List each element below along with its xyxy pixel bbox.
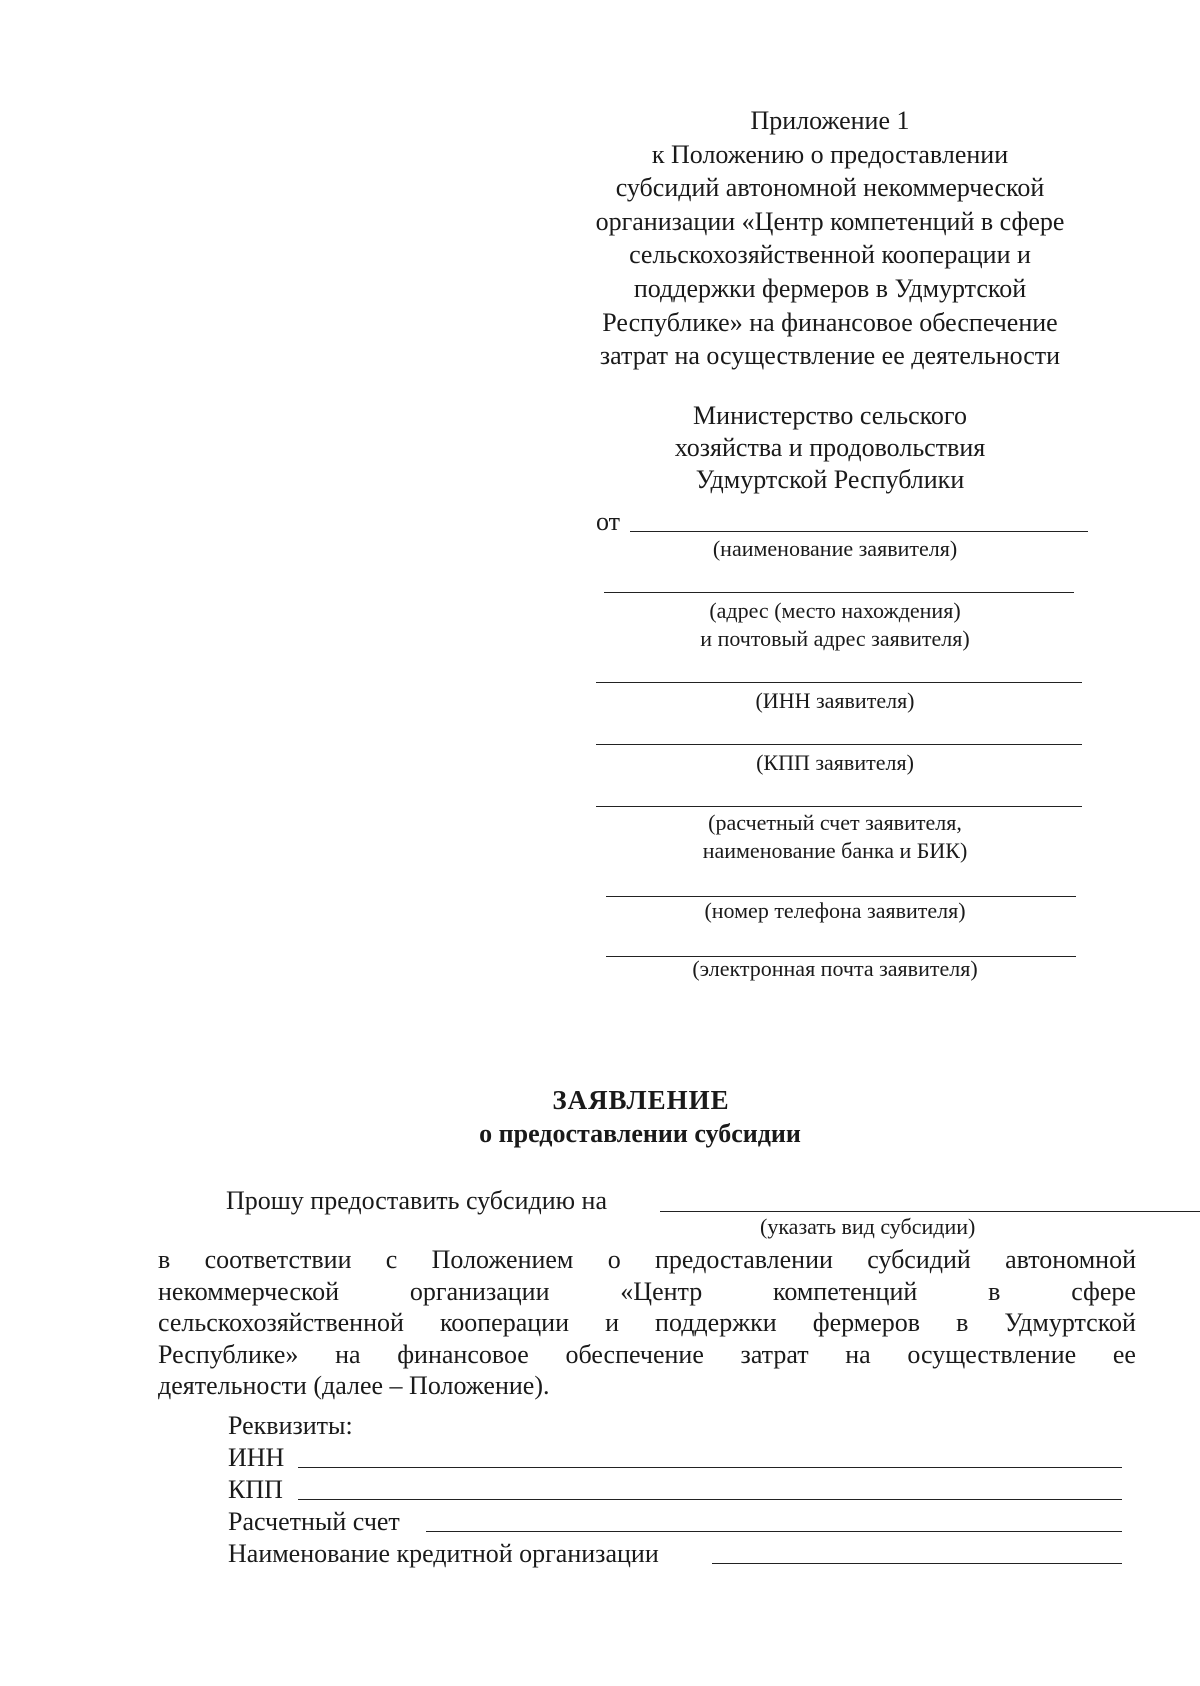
applicant-account-line[interactable] [596, 806, 1082, 807]
word: финансовое [397, 1339, 529, 1369]
addressee-line: Удмуртской Республики [695, 465, 965, 494]
requisite-bank-line[interactable] [712, 1563, 1122, 1564]
word: ее [1112, 1339, 1136, 1369]
requisite-inn-label: ИНН [228, 1443, 285, 1472]
requisite-kpp-row[interactable] [228, 1474, 1122, 1506]
word: организации [409, 1276, 550, 1306]
word: сфере [1071, 1276, 1136, 1306]
appendix-line: субсидий автономной некоммерческой [615, 173, 1045, 203]
word: автономной [1005, 1245, 1136, 1274]
requisites-heading: Реквизиты: [228, 1411, 353, 1440]
body-line: деятельности (далее – Положение). [158, 1371, 550, 1400]
body-line [158, 1244, 1136, 1276]
applicant-address-caption-1: (адрес (место нахождения) [709, 598, 961, 623]
word: Положением [431, 1245, 574, 1274]
word: кооперации [439, 1308, 570, 1337]
addressee-line: Министерство сельского [693, 401, 967, 430]
word: в [988, 1276, 1001, 1306]
requisite-inn-row[interactable] [228, 1442, 1122, 1474]
applicant-kpp-line[interactable] [596, 744, 1082, 745]
appendix-line: к Положению о предоставлении [651, 139, 1009, 169]
word: о [607, 1245, 621, 1274]
subsidy-request-row[interactable] [226, 1184, 1126, 1218]
word: на [845, 1339, 871, 1369]
body-paragraph [158, 1244, 1136, 1402]
word: субсидий [867, 1245, 971, 1274]
word: затрат [740, 1339, 809, 1369]
appendix-line: организации «Центр компетенций в сфере [595, 206, 1065, 236]
word: сельскохозяйственной [158, 1308, 404, 1337]
word: осуществление [907, 1339, 1077, 1369]
appendix-line: поддержки фермеров в Удмуртской [633, 273, 1027, 303]
requisite-inn-line[interactable] [298, 1467, 1122, 1468]
word: предоставлении [654, 1245, 833, 1274]
appendix-line: Приложение 1 [750, 106, 910, 135]
applicant-account-caption-2: наименование банка и БИК) [702, 838, 968, 863]
body-line [158, 1307, 1136, 1339]
word: в [956, 1308, 969, 1337]
requisite-kpp-line[interactable] [298, 1499, 1122, 1500]
word: обеспечение [565, 1339, 704, 1369]
word: компетенций [773, 1276, 918, 1306]
addressee-line: хозяйства и продовольствия [674, 433, 986, 462]
applicant-address-caption-2: и почтовый адрес заявителя) [700, 626, 970, 651]
subsidy-type-caption: (указать вид субсидии) [760, 1214, 976, 1239]
word: поддержки [655, 1308, 777, 1337]
requisite-bank-row[interactable] [228, 1538, 1122, 1570]
requisite-bank-label: Наименование кредитной организации [228, 1539, 659, 1568]
requisite-account-row[interactable] [228, 1506, 1122, 1538]
word: с [385, 1245, 398, 1274]
word: «Центр [620, 1276, 703, 1306]
applicant-phone-caption: (номер телефона заявителя) [704, 898, 966, 923]
applicant-inn-line[interactable] [596, 682, 1082, 683]
appendix-line: затрат на осуществление ее деятельности [599, 341, 1061, 371]
applicant-name-caption: (наименование заявителя) [712, 536, 958, 561]
from-label: от [596, 507, 621, 536]
word: Республике» [158, 1339, 299, 1369]
applicant-inn-caption: (ИНН заявителя) [755, 688, 915, 713]
subsidy-request-text: Прошу предоставить субсидию на [226, 1186, 608, 1215]
word: и [605, 1308, 619, 1337]
document-title: ЗАЯВЛЕНИЕ [552, 1085, 730, 1115]
word: Удмуртской [1004, 1308, 1136, 1337]
appendix-header [560, 104, 1100, 373]
word: в [158, 1245, 171, 1274]
applicant-email-caption: (электронная почта заявителя) [692, 956, 978, 981]
applicant-name-line[interactable] [630, 531, 1088, 532]
body-line [158, 1276, 1136, 1308]
appendix-line: сельскохозяйственной кооперации и [629, 240, 1031, 270]
word: фермеров [812, 1308, 921, 1337]
word: на [335, 1339, 361, 1369]
applicant-account-caption-1: (расчетный счет заявителя, [708, 810, 962, 835]
applicant-address-line[interactable] [604, 592, 1074, 593]
requisite-kpp-label: КПП [228, 1475, 283, 1504]
requisite-account-label: Расчетный счет [228, 1507, 400, 1536]
applicant-kpp-caption: (КПП заявителя) [756, 750, 914, 775]
requisite-account-line[interactable] [426, 1531, 1122, 1532]
document-subtitle: о предоставлении субсидии [479, 1119, 801, 1148]
body-line [158, 1339, 1136, 1371]
addressee-block [580, 400, 1080, 496]
appendix-line: Республике» на финансовое обеспечение [602, 307, 1058, 337]
word: некоммерческой [158, 1276, 340, 1306]
word: соответствии [204, 1245, 352, 1274]
